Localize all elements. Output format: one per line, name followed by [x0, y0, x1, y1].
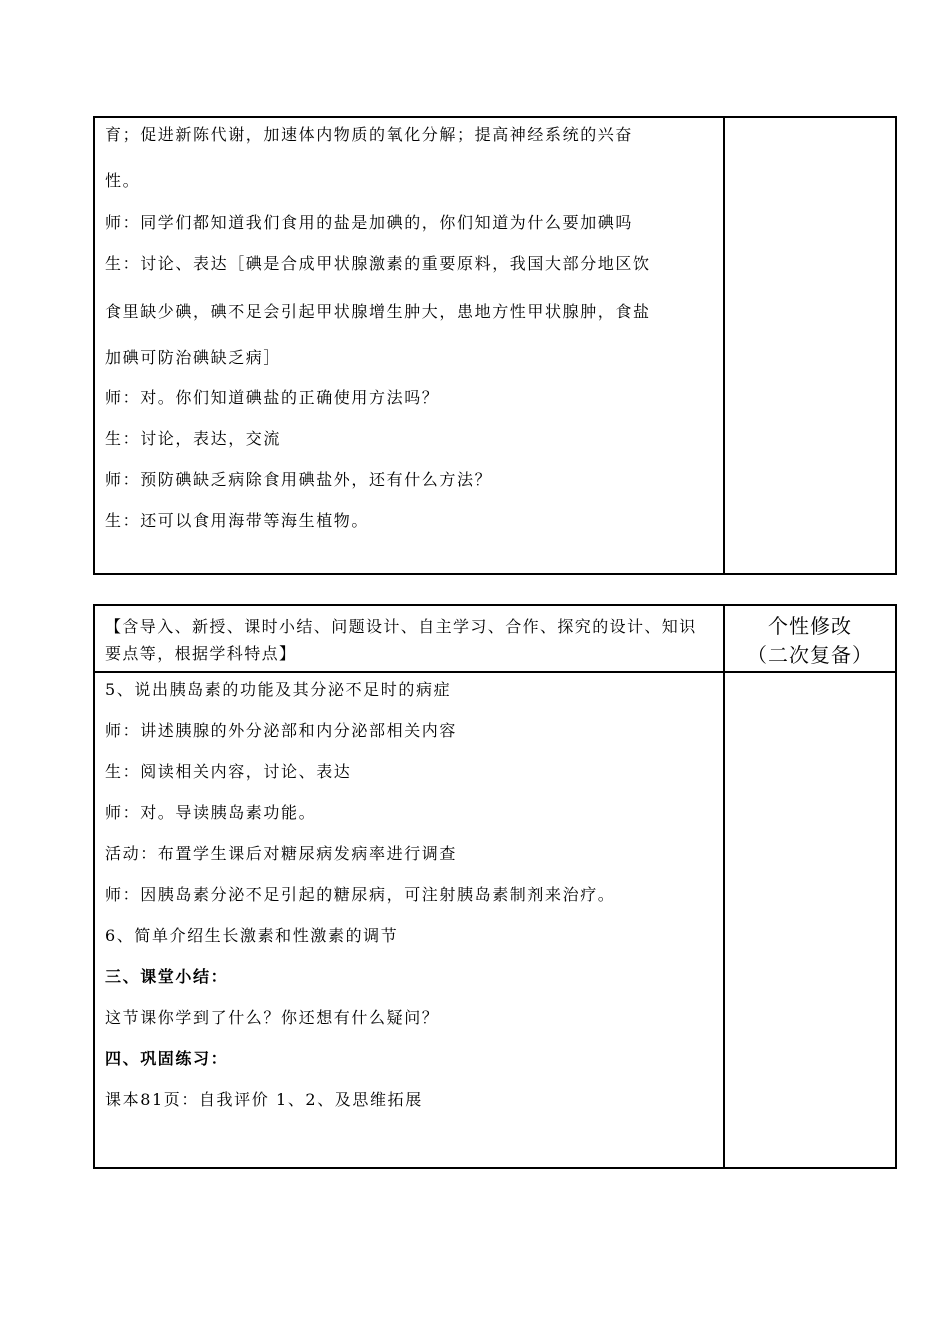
section-heading-practice: 四、巩固练习：: [105, 1049, 229, 1068]
text-line: 师：同学们都知道我们食用的盐是加碘的，你们知道为什么要加碘吗: [105, 213, 634, 232]
text-line: 6、简单介绍生长激素和性激素的调节: [105, 926, 399, 945]
text-line: 师：对。你们知道碘盐的正确使用方法吗？: [105, 388, 440, 407]
text-line: 育；促进新陈代谢，加速体内物质的氧化分解；提高神经系统的兴奋: [105, 125, 634, 144]
lesson-content-cell: [94, 117, 724, 574]
header-revision-title: 个性修改: [768, 614, 852, 638]
text-line: 这节课你学到了什么？你还想有什么疑问？: [105, 1008, 440, 1027]
lesson-table-continued: [93, 116, 897, 575]
header-description: 【含导入、新授、课时小结、问题设计、自主学习、合作、探究的设计、知识要点等，根据学科特点】: [105, 617, 697, 663]
text-line: 5、说出胰岛素的功能及其分泌不足时的病症: [105, 680, 452, 699]
text-line: 加碘可防治碘缺乏病］: [105, 348, 282, 367]
header-description-cell: [94, 605, 724, 672]
text-line: 课本81页：自我评价 1、2、及思维拓展: [105, 1090, 423, 1109]
text-line: 师：因胰岛素分泌不足引起的糖尿病，可注射胰岛素制剂来治疗。: [105, 885, 616, 904]
text-line: 食里缺少碘，碘不足会引起甲状腺增生肿大，患地方性甲状腺肿，食盐: [105, 302, 651, 321]
text-line: 生：讨论，表达，交流: [105, 429, 282, 448]
lesson-table: [93, 604, 897, 1169]
revision-notes-cell: [724, 117, 896, 574]
section-heading-summary: 三、课堂小结：: [105, 967, 229, 986]
text-line: 生：讨论、表达［碘是合成甲状腺激素的重要原料，我国大部分地区饮: [105, 254, 651, 273]
text-line: 师：讲述胰腺的外分泌部和内分泌部相关内容: [105, 721, 458, 740]
lesson-content-cell: [94, 672, 724, 1168]
text-line: 师：预防碘缺乏病除食用碘盐外，还有什么方法？: [105, 470, 493, 489]
header-revision-cell: [724, 605, 896, 672]
header-revision-subtitle: （二次复备）: [747, 643, 873, 667]
revision-notes-cell: [724, 672, 896, 1168]
text-line: 师：对。导读胰岛素功能。: [105, 803, 317, 822]
text-line: 生：阅读相关内容，讨论、表达: [105, 762, 352, 781]
text-line: 生：还可以食用海带等海生植物。: [105, 511, 370, 530]
text-line: 性。: [105, 171, 141, 190]
text-line: 活动：布置学生课后对糖尿病发病率进行调查: [105, 844, 458, 863]
